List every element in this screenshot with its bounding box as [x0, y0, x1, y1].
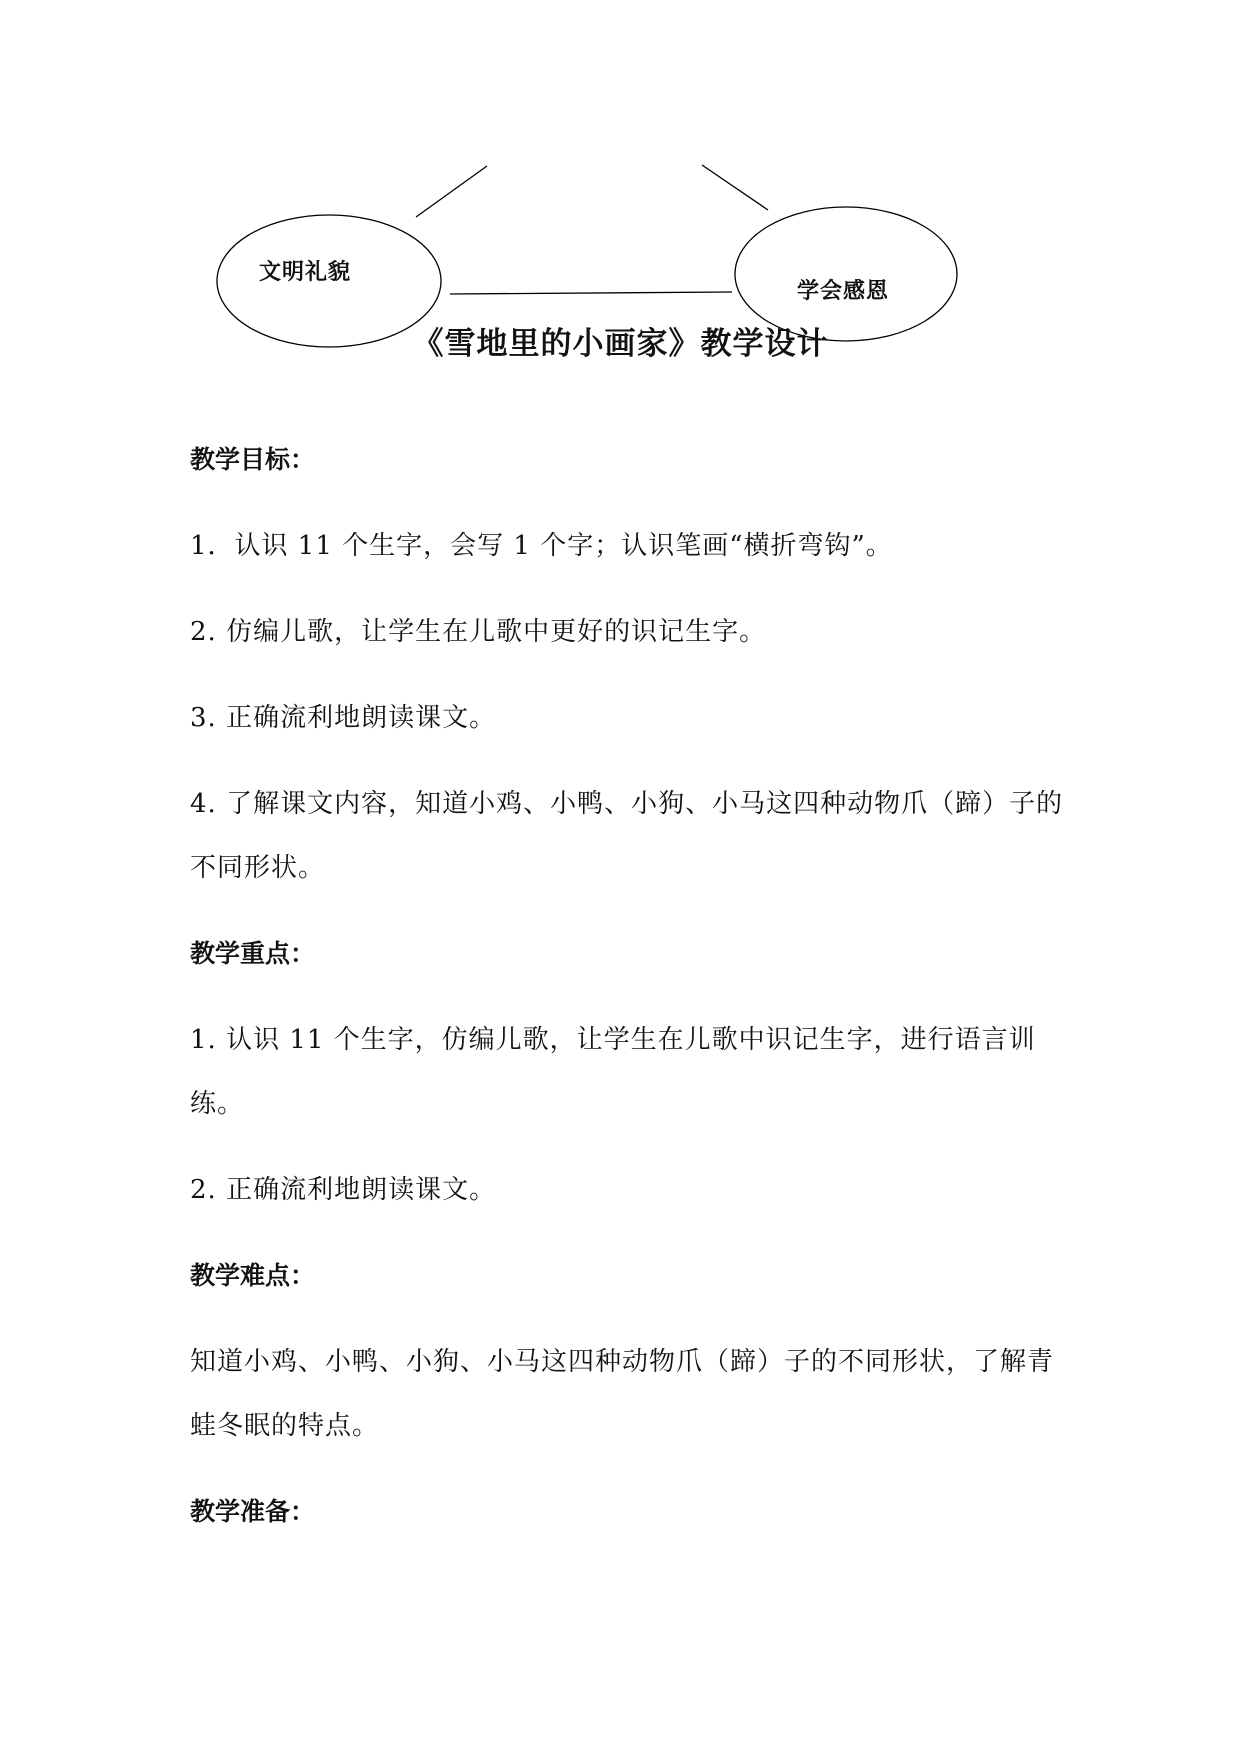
goal-item: 3. 正确流利地朗读课文。	[190, 703, 497, 733]
goal-item: 1．认识 11 个生字，会写 1 个字；认识笔画“横折弯钩”。	[190, 531, 893, 561]
bubble-right-label: 学会感恩	[797, 279, 890, 304]
bubble-left-label: 文明礼貌	[259, 260, 352, 285]
goals-heading: 教学目标：	[190, 445, 316, 474]
document-title: 《雪地里的小画家》教学设计	[412, 326, 829, 362]
difficulties-heading: 教学难点：	[190, 1261, 316, 1290]
key-point-item: 1. 认识 11 个生字，仿编儿歌，让学生在儿歌中识记生字，进行语言训练。	[190, 1025, 1036, 1119]
preparation-heading: 教学准备：	[190, 1497, 316, 1526]
difficulty-item: 知道小鸡、小鸭、小狗、小马这四种动物爪（蹄）子的不同形状，了解青蛙冬眠的特点。	[190, 1347, 1055, 1441]
goal-item: 4. 了解课文内容，知道小鸡、小鸭、小狗、小马这四种动物爪（蹄）子的不同形状。	[190, 789, 1064, 883]
mind-map-diagram	[0, 0, 1241, 360]
key-point-item: 2. 正确流利地朗读课文。	[190, 1175, 497, 1205]
document-body	[190, 428, 1070, 1566]
goal-item: 2. 仿编儿歌，让学生在儿歌中更好的识记生字。	[190, 617, 767, 647]
connector-bottom	[450, 292, 732, 294]
key-points-heading: 教学重点：	[190, 939, 316, 968]
connector-right	[702, 165, 768, 210]
mind-map-lines	[0, 0, 1241, 360]
connector-left	[416, 166, 487, 217]
